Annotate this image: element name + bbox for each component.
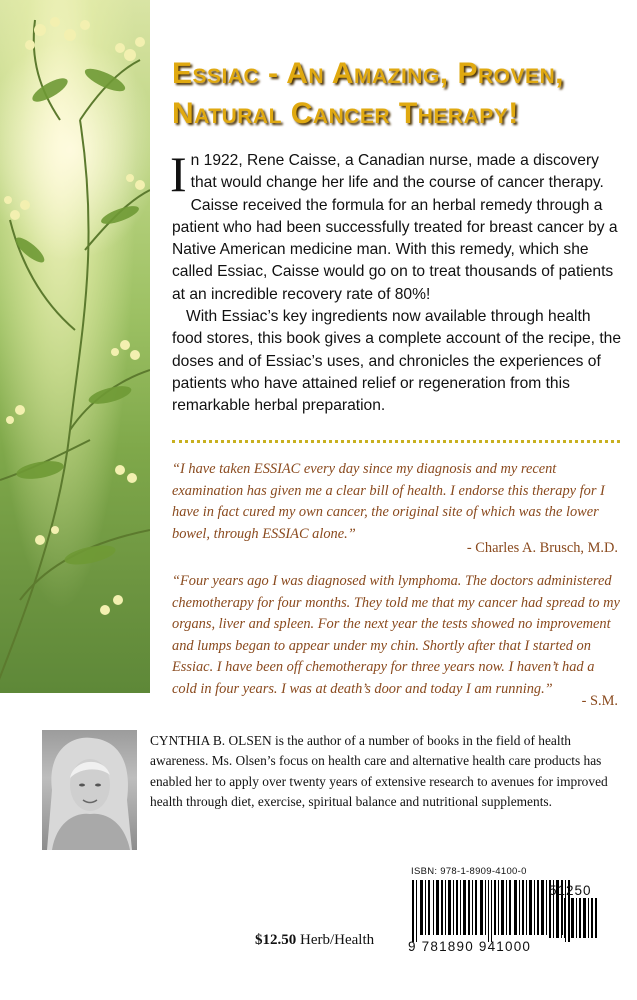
testimonial-attribution-2: - S.M. bbox=[581, 693, 618, 709]
testimonial-quote-2: “Four years ago I was diagnosed with lymphoma. The doctors administered chemotherapy for four months. They told me that my cancer had spread to my organs, liver and spleen. For the next year the tests showed no improvement and lumps began to appear under my chin. Shortly after that I started on Essiac. I have been off chemotherapy for three years now. I haven’t had a cold in four years. I was at death’s door and today I am running.” bbox=[172, 573, 620, 697]
isbn: ISBN: 978-1-8909-4100-0 bbox=[411, 866, 527, 877]
description-paragraph-1 bbox=[170, 146, 622, 306]
price: $12.50 bbox=[255, 932, 297, 948]
plant-illustration bbox=[0, 0, 150, 693]
author-bio: CYNTHIA B. OLSEN is the author of a number of books in the field of health awareness. Ms. Olsen’s focus on health care and alternative health care products has enabled her to apply over twenty years of extensive research to avenues for improved health through diet, exercise, spiritual balance and nutritional supplements. bbox=[150, 733, 608, 809]
supplement-barcode bbox=[548, 898, 598, 938]
dotted-divider bbox=[172, 440, 620, 444]
page-title: Essiac - An Amazing, Proven, Natural Cancer Therapy! bbox=[172, 57, 564, 130]
category: Herb/Health bbox=[300, 932, 375, 948]
price-line bbox=[255, 932, 374, 949]
description-paragraph-2: With Essiac’s key ingredients now available through health food stores, this book gives a complete account of the recipe, the doses and of Essiac’s uses, and chronicles the experiences of patients who have attained relief or regeneration from this remarkable herbal preparation. bbox=[172, 308, 622, 415]
description-paragraph-1-text: n 1922, Rene Caisse, a Canadian nurse, made a discovery that would change her life and the course of cancer therapy. Caisse received the formula for an herbal remedy through a patient who had been successfully treated for breast cancer by a Native American medicine man. With this remedy, which she called Essiac, Caisse would go on to treat thousands of patients at an incredible recovery rate of 80%! bbox=[172, 152, 618, 303]
drop-cap: I bbox=[170, 146, 187, 202]
plant-photo bbox=[0, 0, 150, 693]
description bbox=[170, 146, 622, 418]
author-portrait bbox=[42, 730, 137, 850]
author-photo bbox=[42, 730, 137, 850]
barcode-digits: 9 781890 941000 bbox=[408, 939, 532, 954]
supplement-code: 51250 bbox=[549, 883, 592, 898]
testimonial-quote-1: “I have taken ESSIAC every day since my diagnosis and my recent examination has given me a clear bill of health. I endorse this therapy for I have in fact cured my own cancer, the original site of which was the lower bowel, through ESSIAC alone.” bbox=[172, 461, 605, 542]
testimonial-attribution-1: - Charles A. Brusch, M.D. bbox=[466, 540, 618, 556]
